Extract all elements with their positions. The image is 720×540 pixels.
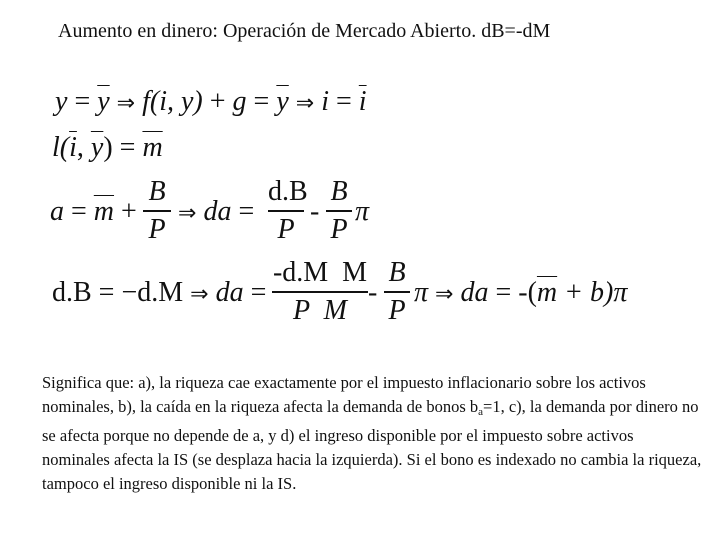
eq-var: a xyxy=(50,196,64,227)
pi-symbol: π xyxy=(355,196,370,227)
eq-sign: , xyxy=(76,132,84,163)
eq-sign: = xyxy=(336,86,352,117)
eq-args: (i, y) xyxy=(149,86,203,117)
fraction-bar xyxy=(384,291,410,293)
fraction-b-over-p-3 xyxy=(384,259,410,325)
fraction-numerator: -d.M M xyxy=(272,257,368,288)
fraction-numerator: d.B xyxy=(268,176,308,207)
eq-sign: = xyxy=(253,86,270,117)
fraction-denominator: P xyxy=(277,213,295,245)
implies-symbol: ⇒ xyxy=(295,91,315,116)
eq-var: $\overline{y}$ xyxy=(276,86,289,117)
subscript: a xyxy=(478,406,484,418)
fraction-numerator: B xyxy=(148,176,166,207)
minus-sign: - xyxy=(368,277,378,308)
equation-goods-market xyxy=(55,88,367,116)
eq-var: $\overline{i}$ xyxy=(358,86,367,117)
eq-var: da xyxy=(215,277,244,308)
fraction-bar xyxy=(272,291,368,293)
paragraph-text: =1, c), la demanda por dinero no se afecta porque no depende de a, y d) el ingreso disponible por el impuesto sobre activos nominales afecta la IS (se desplaza hacia la izquierda). Si el bono es indexado no cambia la riqueza, tampoco el ingreso disponible ni la IS. xyxy=(42,397,702,493)
eq-sign: = xyxy=(495,277,512,308)
eq-var: $\overline{m}$ xyxy=(536,277,558,308)
eq-var: y xyxy=(55,86,68,117)
eq-sign: -( xyxy=(518,277,537,308)
paragraph-text: Significa que: a), la riqueza cae exactamente por el impuesto inflacionario sobre los activos nominales, b), la caída en la riqueza afecta la demanda de bonos b xyxy=(42,373,646,416)
fraction-numerator: B xyxy=(330,176,348,207)
eq-sign: + xyxy=(209,86,226,117)
eq-sign: = xyxy=(250,277,267,308)
eq-var: $\overline{m}$ xyxy=(93,196,115,227)
eq-var: l( xyxy=(52,132,70,163)
fraction-b-over-p xyxy=(143,178,171,244)
eq-lhs: d.B = −d.M xyxy=(52,277,184,308)
eq-var: $\overline{i}$ xyxy=(69,132,77,163)
eq-sign: = xyxy=(74,86,91,117)
eq-sign: = xyxy=(71,196,87,227)
implies-symbol: ⇒ xyxy=(435,282,454,307)
slide-title: Aumento en dinero: Operación de Mercado Abierto. dB=-dM xyxy=(58,20,551,42)
fraction-db-over-p xyxy=(268,176,308,245)
eq-var: $\overline{y}$ xyxy=(97,86,110,117)
fraction-dm-m xyxy=(272,259,368,325)
fraction-denominator: P xyxy=(388,294,406,326)
fraction-denominator: P xyxy=(148,213,166,245)
eq-var: + b) xyxy=(564,277,614,308)
fraction-bar xyxy=(268,210,304,212)
implies-symbol: ⇒ xyxy=(190,282,209,307)
equation-money-market xyxy=(52,134,163,162)
fraction-b-over-p-2 xyxy=(326,178,352,244)
eq-sign: = xyxy=(119,132,136,163)
pi-symbol: π xyxy=(613,277,628,308)
pi-symbol: π xyxy=(414,277,429,308)
eq-sign: + xyxy=(121,196,137,227)
explanation-paragraph xyxy=(42,371,702,496)
eq-sign: = xyxy=(238,196,255,227)
eq-var: f xyxy=(142,86,150,117)
eq-var: $\overline{y}$ xyxy=(90,132,104,163)
minus-sign: - xyxy=(310,196,320,227)
fraction-denominator: P M xyxy=(293,294,347,326)
eq-sign: ) xyxy=(103,132,113,163)
implies-symbol: ⇒ xyxy=(178,201,197,226)
fraction-bar xyxy=(143,210,171,212)
eq-var: $\overline{m}$ xyxy=(142,132,163,163)
eq-var: da xyxy=(460,277,489,308)
implies-symbol: ⇒ xyxy=(116,91,136,116)
fraction-bar xyxy=(326,210,352,212)
fraction-denominator: P xyxy=(330,213,348,245)
eq-var: g xyxy=(232,86,247,117)
eq-var: da xyxy=(203,196,232,227)
fraction-numerator: B xyxy=(388,257,406,288)
eq-var: i xyxy=(321,86,329,117)
